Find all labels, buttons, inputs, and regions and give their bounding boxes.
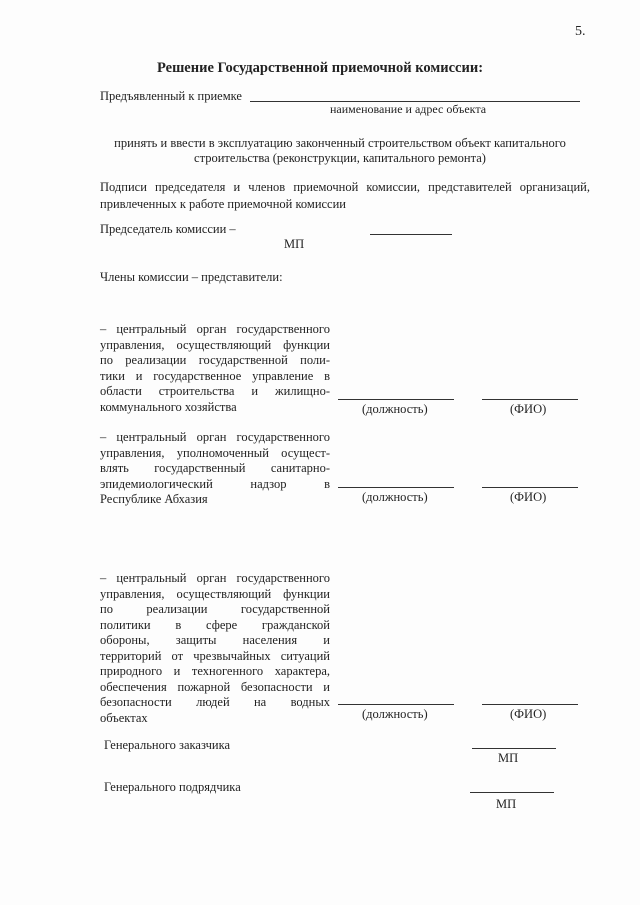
accept-text-line-1: принять и ввести в эксплуатацию законченный строительством объект капитального — [114, 136, 566, 150]
member-1-description: – центральный орган государственного управления, осуществляющий функции по реализации государственной поли- тики и государственное управление в области строительства и жилищно- коммунального хозяйства — [100, 322, 330, 414]
object-name-hint: наименование и адрес объекта — [330, 102, 487, 116]
member-2-position-line[interactable] — [338, 487, 454, 488]
member-1-name-label: (ФИО) — [510, 402, 547, 416]
general-customer-signature-line[interactable] — [472, 748, 556, 749]
chairman-signature-line[interactable] — [370, 234, 452, 235]
general-customer-label: Генерального заказчика — [104, 738, 231, 752]
members-label: Члены комиссии – представители: — [100, 270, 283, 284]
member-1-name-line[interactable] — [482, 399, 578, 400]
member-2-name-label: (ФИО) — [510, 490, 547, 504]
general-contractor-signature-line[interactable] — [470, 792, 554, 793]
accept-text-line-2: строительства (реконструкции, капитального ремонта) — [194, 151, 486, 165]
member-1-position-label: (должность) — [362, 402, 428, 416]
signatures-text: Подписи председателя и членов приемочной комиссии, представителей организаций, привлеченных к работе приемочной комиссии — [100, 180, 590, 211]
presented-label: Предъявленный к приемке — [100, 89, 242, 103]
document-title: Решение Государственной приемочной комиссии: — [156, 60, 484, 76]
member-2-position-label: (должность) — [362, 490, 428, 504]
member-3-description: – центральный орган государственного управления, осуществляющий функции по реализации государственной политики в сфере гражданской обороны, защиты населения и территорий от чрезвычайных ситуаций природного и техногенного характера, обеспечения пожарной безопасности и безопасности людей на водных объектах — [100, 571, 330, 725]
general-contractor-stamp: МП — [496, 797, 517, 811]
member-2-description: – центральный орган государственного управления, уполномоченный осущест- влять государственный санитарно- эпидемиологический надзор в Республике Абхазия — [100, 430, 330, 506]
member-3-name-label: (ФИО) — [510, 707, 547, 721]
page-number: 5. — [575, 24, 586, 39]
general-customer-stamp: МП — [498, 751, 519, 765]
member-1-position-line[interactable] — [338, 399, 454, 400]
chairman-stamp: МП — [284, 237, 305, 251]
member-3-name-line[interactable] — [482, 704, 578, 705]
member-2-name-line[interactable] — [482, 487, 578, 488]
member-3-position-line[interactable] — [338, 704, 454, 705]
member-3-position-label: (должность) — [362, 707, 428, 721]
general-contractor-label: Генерального подрядчика — [104, 780, 241, 794]
chairman-label: Председатель комиссии – — [100, 222, 236, 236]
